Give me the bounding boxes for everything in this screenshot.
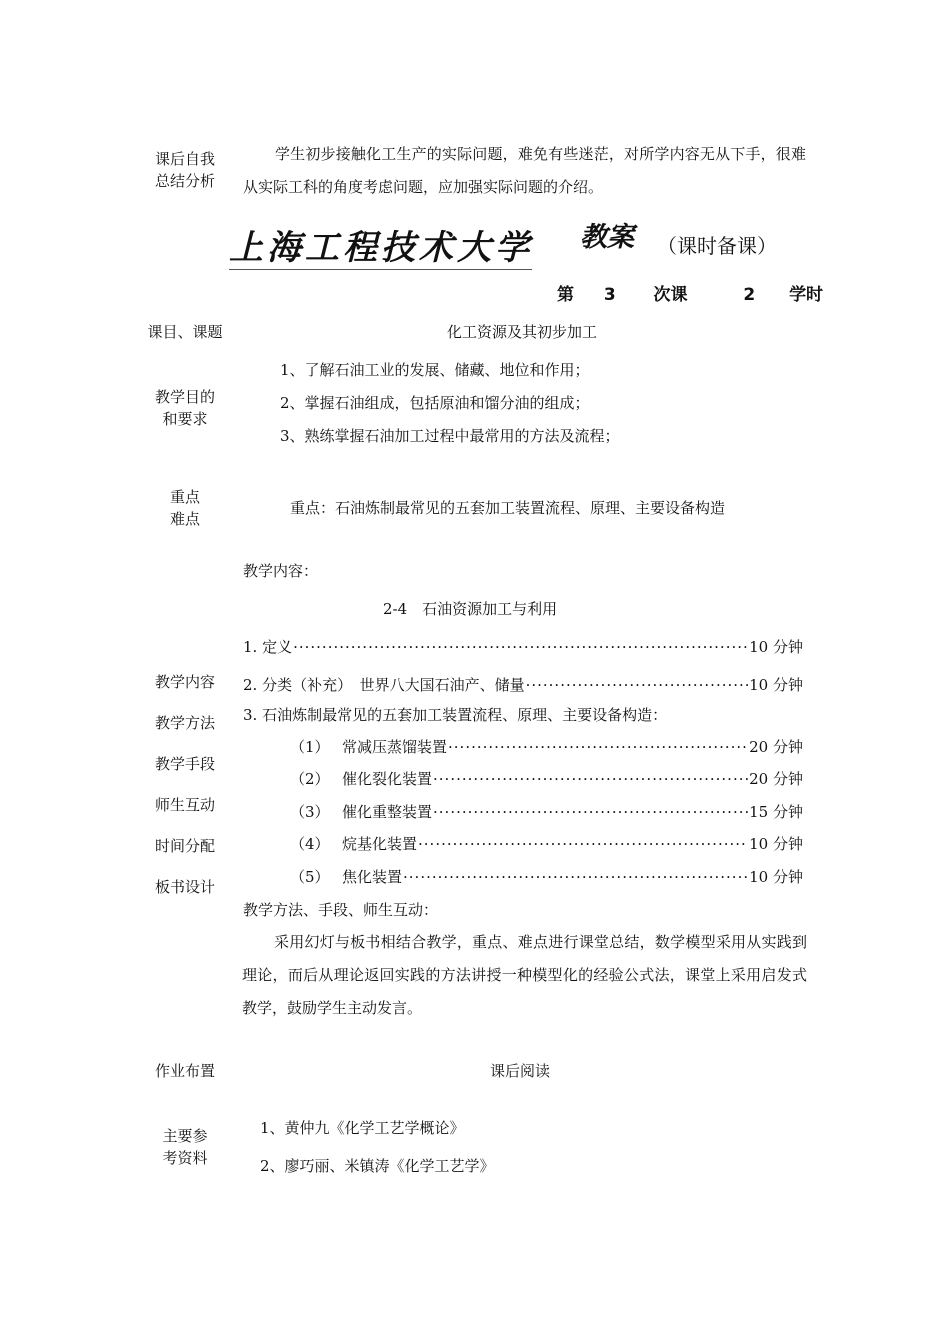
sub-item-time: 20 分钟: [749, 770, 803, 788]
side-label: 教学手段: [154, 755, 215, 773]
leader-dots: [403, 866, 748, 888]
leader-dots: [448, 736, 748, 758]
objective-item: 3、熟练掌握石油加工过程中最常用的方法及流程；: [280, 427, 620, 445]
course-value: 化工资源及其初步加工: [447, 323, 598, 341]
sub-item-num: （4）: [290, 835, 330, 853]
content-item: [243, 636, 803, 658]
sub-item-time: 15 分钟: [749, 803, 803, 821]
objectives-label: [140, 386, 230, 430]
sub-item: [290, 768, 803, 790]
hours-number: 2: [743, 285, 756, 305]
sub-item-num: （3）: [290, 803, 330, 821]
hours-unit: 学时: [789, 285, 824, 305]
university-logo: 上海工程技术大学: [229, 228, 533, 268]
sub-item-num: （1）: [290, 738, 330, 756]
session-unit: 次课: [653, 285, 688, 305]
content-item: 3. 石油炼制最常见的五套加工装置流程、原理、主要设备构造：: [243, 706, 668, 724]
content-item: [243, 674, 803, 696]
summary-label: [140, 148, 230, 192]
leader-dots: [433, 768, 748, 790]
leader-dots: [418, 833, 748, 855]
content-intro: 教学内容：: [243, 562, 319, 580]
sub-item: [290, 866, 803, 888]
course-label: 课目、课题: [147, 323, 223, 341]
sub-item-num: （2）: [290, 770, 330, 788]
side-label: 教学内容: [154, 673, 215, 691]
sub-item-num: （5）: [290, 868, 330, 886]
sub-item: [290, 736, 803, 758]
sub-item-time: 20 分钟: [749, 738, 803, 756]
leader-dots: [293, 636, 748, 658]
objectives-label-text: 教学目的和要求: [154, 388, 215, 428]
references-label-text: 主要参考资料: [162, 1127, 208, 1167]
content-item-time: 10 分钟: [749, 676, 803, 694]
reference-item: 2、廖巧丽、米镇涛《化学工艺学》: [260, 1157, 495, 1175]
homework-label: 作业布置: [154, 1062, 215, 1080]
leader-dots: [433, 801, 748, 823]
content-item-text: 1. 定义: [243, 638, 293, 656]
content-item-text: 2. 分类（补充） 世界八大国石油产、储量: [243, 676, 525, 694]
sub-item-time: 10 分钟: [749, 835, 803, 853]
sub-item-text: 烷基化装置: [342, 835, 418, 853]
content-item-time: 10 分钟: [749, 638, 803, 656]
summary-label-text: 课后自我总结分析: [154, 150, 215, 190]
side-label: 教学方法: [154, 714, 215, 732]
side-label: 时间分配: [154, 837, 215, 855]
homework-value: 课后阅读: [490, 1062, 551, 1080]
leader-dots: [526, 674, 749, 696]
side-label: 师生互动: [154, 796, 215, 814]
sub-item: [290, 833, 803, 855]
sub-item-text: 催化裂化装置: [342, 770, 433, 788]
objective-item: 2、掌握石油组成，包括原油和馏分油的组成；: [280, 394, 590, 412]
section-title: 2-4 石油资源加工与利用: [383, 600, 558, 618]
lesson-plan-title: 教案: [580, 222, 634, 253]
sub-item-time: 10 分钟: [749, 868, 803, 886]
methods-text: 采用幻灯与板书相结合教学，重点、难点进行课堂总结，数学模型采用从实践到理论，而后从理论返回实践的方法讲授一种模型化的经验公式法，课堂上采用启发式教学，鼓励学生主动发言。: [242, 933, 807, 1017]
keypoints-text: 重点：石油炼制最常见的五套加工装置流程、原理、主要设备构造: [290, 499, 726, 517]
sub-item-text: 催化重整装置: [342, 803, 433, 821]
session-number: 3: [603, 285, 616, 305]
methods-heading: 教学方法、手段、师生互动：: [243, 901, 439, 919]
keypoints-label-2: 难点: [169, 510, 200, 528]
summary-text: 学生初步接触化工生产的实际问题，难免有些迷茫，对所学内容无从下手，很难从实际工科的角度考虑问题，应加强实际问题的介绍。: [243, 145, 806, 196]
references-label: [140, 1125, 230, 1169]
session-info: [557, 280, 823, 305]
sub-item-text: 焦化装置: [342, 868, 403, 886]
reference-item: 1、黄仲九《化学工艺学概论》: [260, 1119, 465, 1137]
side-label: 板书设计: [154, 878, 215, 896]
objective-item: 1、了解石油工业的发展、储藏、地位和作用；: [280, 361, 590, 379]
sub-item: [290, 801, 803, 823]
keypoints-label-1: 重点: [169, 488, 200, 506]
lesson-plan-subtitle: （课时备课）: [657, 234, 777, 258]
sub-item-text: 常减压蒸馏装置: [342, 738, 448, 756]
session-prefix: 第: [557, 285, 574, 305]
